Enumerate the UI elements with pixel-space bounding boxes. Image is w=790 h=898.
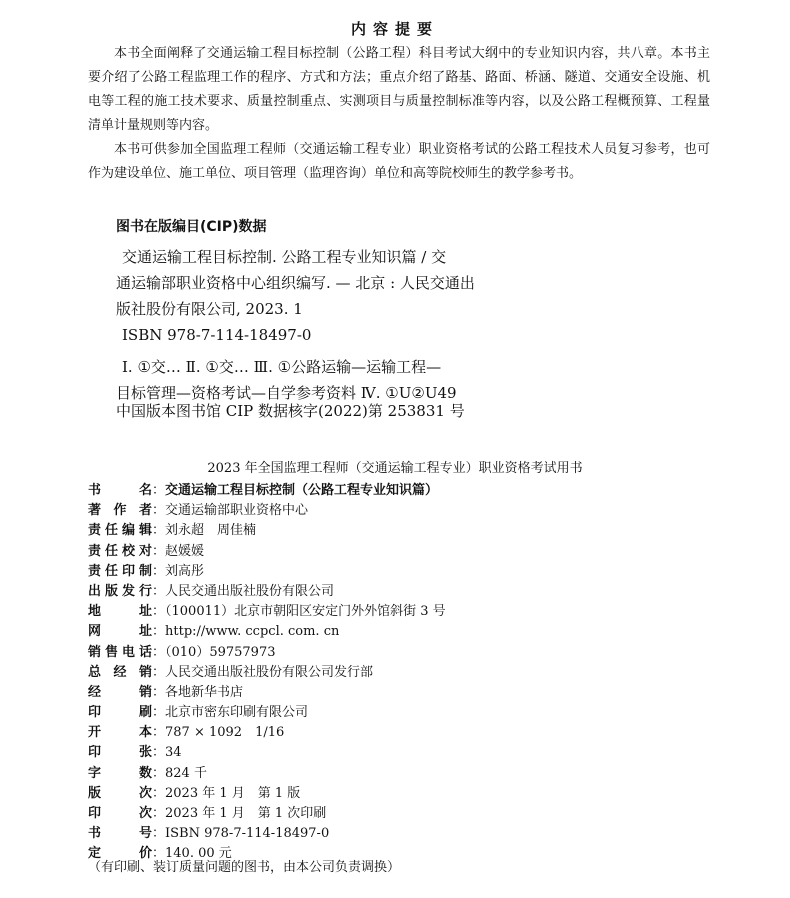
info-value: 刘高彤 [165, 563, 205, 579]
info-value: 人民交通出版社股份有限公司发行部 [165, 664, 374, 680]
info-separator: ： [152, 826, 166, 842]
info-label: 印刷 [88, 705, 152, 721]
info-row [88, 764, 728, 784]
info-row [88, 643, 728, 663]
info-row [88, 683, 728, 703]
info-separator: ： [152, 583, 166, 599]
info-value: 824 千 [165, 765, 207, 781]
info-separator: ： [152, 846, 166, 862]
info-label: 总经销 [88, 664, 152, 680]
info-label: 责任编辑 [88, 523, 152, 539]
info-value: 34 [165, 745, 182, 761]
info-label: 著作者 [88, 503, 152, 519]
footer-note: （有印刷、装订质量问题的图书，由本公司负责调换） [88, 860, 401, 875]
cip-classification-line: Ⅰ. ①交… Ⅱ. ①交… Ⅲ. ①公路运输—运输工程— [122, 358, 442, 376]
info-label: 定价 [88, 846, 152, 862]
info-value: http://www. ccpcl. com. cn [165, 624, 340, 640]
cip-line: 版社股份有限公司, 2023. 1 [116, 300, 303, 318]
info-row [88, 784, 728, 804]
info-row [88, 501, 728, 521]
info-separator: ： [152, 503, 166, 519]
info-label: 网址 [88, 624, 152, 640]
info-row [88, 481, 728, 501]
info-separator: ： [152, 644, 166, 660]
info-separator: ： [152, 624, 166, 640]
info-row [88, 663, 728, 683]
info-separator: ： [152, 664, 166, 680]
info-row [88, 542, 728, 562]
info-separator: ： [152, 806, 166, 821]
info-value: ISBN 978-7-114-18497-0 [165, 826, 330, 842]
info-row [88, 723, 728, 743]
info-row [88, 622, 728, 642]
info-value: 交通运输工程目标控制（公路工程专业知识篇） [165, 483, 439, 498]
info-separator: ： [152, 765, 166, 781]
info-value: 北京市密东印刷有限公司 [165, 705, 309, 721]
cip-classification-line: 目标管理—资格考试—自学参考资料 Ⅳ. ①U②U49 [116, 384, 457, 402]
info-separator: ： [152, 745, 166, 761]
info-value: 各地新华书店 [165, 684, 244, 700]
info-label: 书名 [88, 483, 152, 498]
info-separator: ： [152, 785, 166, 801]
info-separator: ： [152, 483, 166, 498]
info-label: 字数 [88, 765, 152, 781]
info-separator: ： [152, 563, 166, 579]
info-value: 人民交通出版社股份有限公司 [165, 583, 335, 599]
summary-paragraph: 本书全面阐释了交通运输工程目标控制（公路工程）科目考试大纲中的专业知识内容，共八章。本书主要介绍了公路工程监理工作的程序、方式和方法；重点介绍了路基、路面、桥涵、隧道、交通安全设施、机电等工程的施工技术要求、质量控制重点、实测项目与质量控制标准等内容，以及公路工程概预算、工程量清单计量规则等内容。 [88, 46, 710, 133]
info-separator: ： [152, 543, 166, 559]
cip-line: ISBN 978-7-114-18497-0 [122, 326, 312, 344]
info-value: 2023 年 1 月 第 1 次印刷 [165, 806, 327, 821]
info-label: 销售电话 [88, 644, 152, 660]
info-separator: ： [152, 684, 166, 700]
info-value: 交通运输部职业资格中心 [165, 503, 309, 519]
summary-title: 内容提要 [350, 20, 439, 38]
info-row [88, 703, 728, 723]
info-label: 印张 [88, 745, 152, 761]
info-row [88, 602, 728, 622]
info-label: 经销 [88, 684, 152, 700]
info-separator: ： [152, 523, 166, 539]
summary-paragraph: 本书可供参加全国监理工程师（交通运输工程专业）职业资格考试的公路工程技术人员复习参考，也可作为建设单位、施工单位、项目管理（监理咨询）单位和高等院校师生的教学参考书。 [88, 142, 710, 181]
info-row [88, 562, 728, 582]
summary-section [88, 42, 710, 186]
series-line: 2023 年全国监理工程师（交通运输工程专业）职业资格考试用书 [207, 461, 583, 476]
info-row [88, 582, 728, 602]
info-label: 地址 [88, 604, 152, 620]
info-label: 印次 [88, 806, 152, 821]
cip-line: 交通运输工程目标控制. 公路工程专业知识篇 / 交 [122, 248, 447, 266]
info-row [88, 521, 728, 541]
info-label: 出版发行 [88, 583, 152, 599]
info-value: （010）59757973 [165, 644, 276, 660]
info-value: 刘永超 周佳楠 [165, 523, 257, 539]
info-row [88, 824, 728, 844]
info-separator: ： [152, 604, 166, 620]
info-value: （100011）北京市朝阳区安定门外外馆斜街 3 号 [165, 604, 446, 620]
info-value: 140. 00 元 [165, 846, 232, 862]
cip-heading: 图书在版编目(CIP)数据 [116, 219, 267, 235]
info-row [88, 804, 728, 824]
cip-line: 通运输部职业资格中心组织编写. — 北京 : 人民交通出 [116, 274, 475, 292]
publication-info-table [88, 481, 728, 865]
info-value: 787 × 1092 1/16 [165, 725, 285, 741]
info-label: 责任印制 [88, 563, 152, 579]
info-label: 开本 [88, 725, 152, 741]
info-separator: ： [152, 705, 166, 721]
info-row [88, 743, 728, 763]
info-value: 赵媛媛 [165, 543, 205, 559]
info-label: 书号 [88, 826, 152, 842]
cip-block [116, 244, 496, 406]
cip-record-number: 中国版本图书馆 CIP 数据核字(2022)第 253831 号 [116, 402, 465, 420]
info-value: 2023 年 1 月 第 1 版 [165, 785, 301, 801]
info-label: 版次 [88, 785, 152, 801]
info-separator: ： [152, 725, 166, 741]
info-label: 责任校对 [88, 543, 152, 559]
